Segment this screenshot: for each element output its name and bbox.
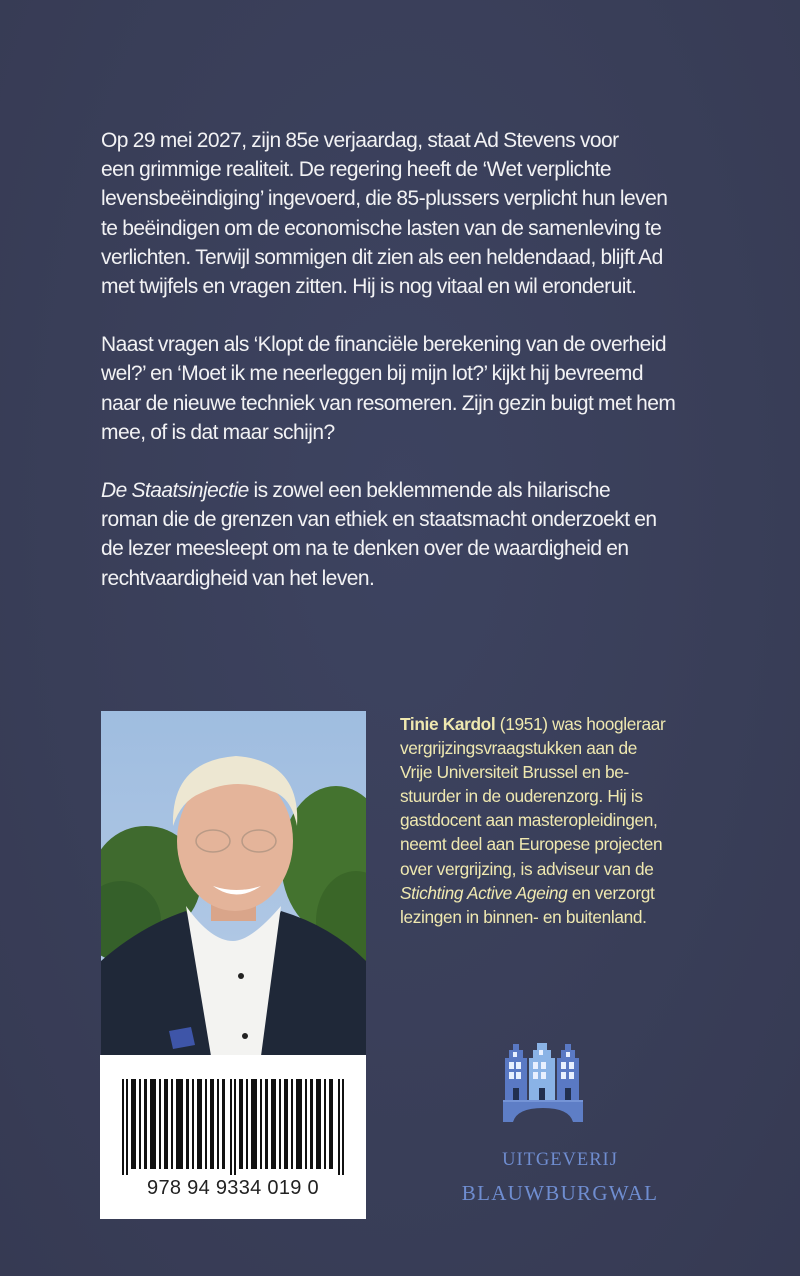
author-portrait-illustration <box>101 711 366 1056</box>
bio-line <box>400 712 730 736</box>
bio-line: lezingen in binnen- en buitenland. <box>400 906 647 927</box>
blurb-paragraph-3 <box>101 476 721 593</box>
bio-line: over vergrijzing, is adviseur van de <box>400 858 654 879</box>
blurb-line: met twijfels en vragen zitten. Hij is nog vitaal en wil eronderuit. <box>101 275 637 299</box>
bio-line: stuurder in de ouderenzorg. Hij is <box>400 786 643 807</box>
bio-text-fragment: en verzorgt <box>567 882 655 903</box>
publisher-canal-houses-logo-icon <box>503 1040 583 1122</box>
blurb-text-fragment: is zowel een beklemmende als hilarische <box>248 479 611 503</box>
bio-line: neemt deel aan Europese projecten <box>400 834 663 855</box>
blurb-paragraph-2 <box>101 330 721 447</box>
bio-text-fragment: (1951) was hoogleraar <box>495 714 666 734</box>
blurb-line <box>101 476 721 505</box>
isbn-barcode <box>100 1055 366 1219</box>
blurb-line: verlichten. Terwijl sommigen dit zien als een heldendaad, blijft Ad <box>101 245 663 269</box>
blurb-line: Naast vragen als ‘Klopt de financiële berekening van de overheid <box>101 333 667 357</box>
blurb-line: de lezer meesleept om na te denken over de waardigheid en <box>101 537 629 561</box>
blurb-line: levensbeëindiging’ ingevoerd, die 85-plussers verplicht hun leven <box>101 187 668 211</box>
blurb-line: rechtvaardigheid van het leven. <box>101 566 375 590</box>
bio-line: gastdocent aan masteropleidingen, <box>400 810 658 831</box>
barcode-icon <box>122 1079 346 1175</box>
blurb-line: Op 29 mei 2027, zijn 85e verjaardag, staat Ad Stevens voor <box>101 129 619 152</box>
author-photo <box>101 711 366 1056</box>
blurb-line: mee, of is dat maar schijn? <box>101 420 335 444</box>
isbn-number: 978 94 9334 019 0 <box>147 1177 319 1199</box>
bio-line: vergrijzingsvraagstukken aan de <box>400 738 637 759</box>
author-bio <box>400 712 730 929</box>
publisher-name-line-2: BLAUWBURGWAL <box>461 1181 659 1205</box>
author-name: Tinie Kardol <box>400 714 496 734</box>
blurb-text <box>101 126 721 622</box>
bio-line: Vrije Universiteit Brussel en be- <box>400 762 629 783</box>
blurb-line: te beëindigen om de economische lasten van de samenleving te <box>101 216 662 240</box>
publisher-name-line-1: UITGEVERIJ <box>502 1150 618 1170</box>
blurb-paragraph-1 <box>101 126 721 301</box>
blurb-line: een grimmige realiteit. De regering heeft de ‘Wet verplichte <box>101 158 612 182</box>
blurb-line: naar de nieuwe techniek van resomeren. Zijn gezin buigt met hem <box>101 391 676 415</box>
bio-line <box>400 881 730 905</box>
organization-italic: Stichting Active Ageing <box>400 882 568 903</box>
blurb-line: roman die de grenzen van ethiek en staatsmacht onderzoekt en <box>101 508 657 532</box>
book-title-italic: De Staatsinjectie <box>101 479 249 503</box>
blurb-line: wel?’ en ‘Moet ik me neerleggen bij mijn lot?’ kijkt hij bevreemd <box>101 362 643 386</box>
